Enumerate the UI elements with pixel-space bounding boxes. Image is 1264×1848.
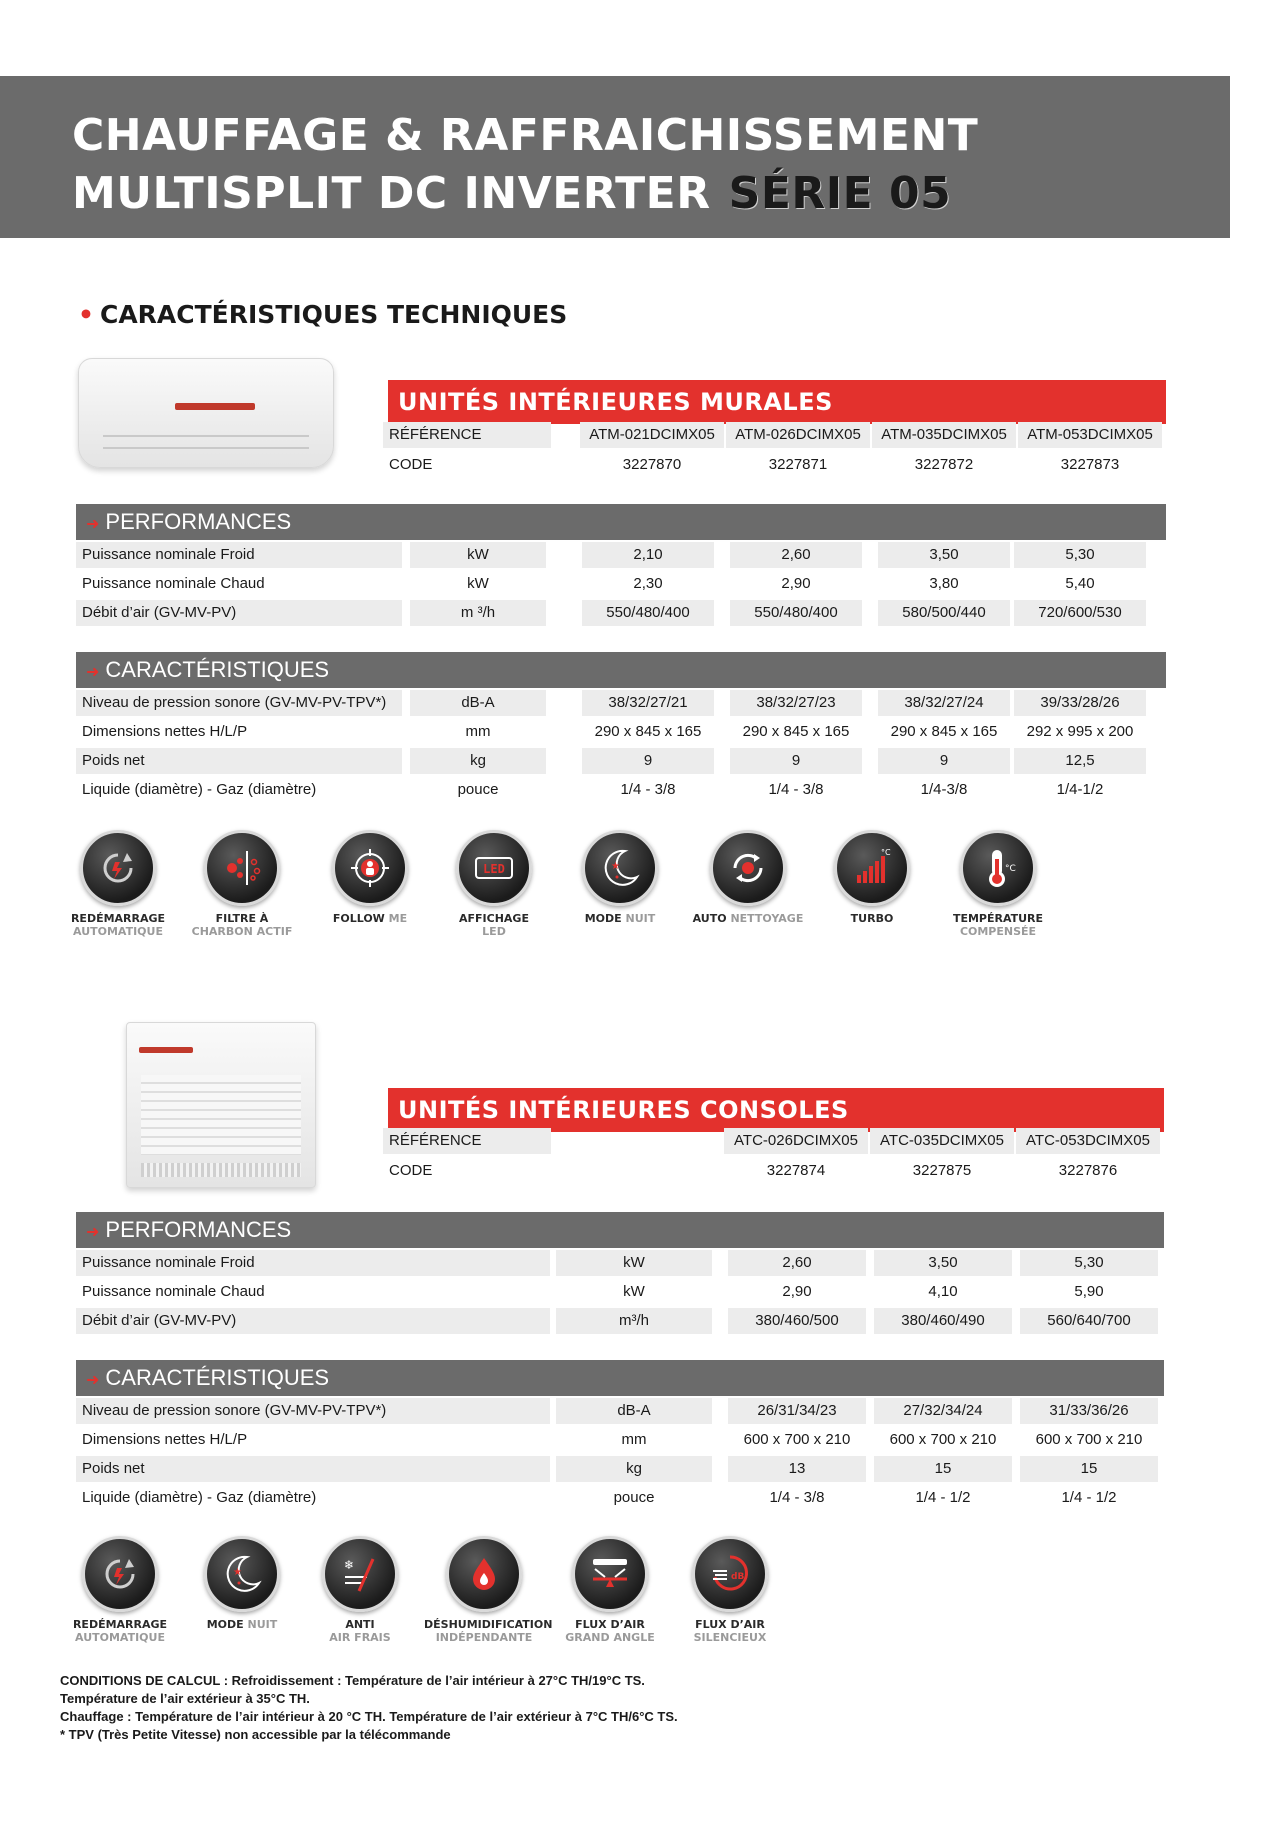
spec-value: 13 <box>728 1456 866 1482</box>
console-performances-title: PERFORMANCES <box>105 1217 292 1242</box>
feature-label-sub: INDÉPENDANTE <box>435 1631 533 1644</box>
reference-label: RÉFÉRENCE <box>383 422 551 448</box>
spec-value: 600 x 700 x 210 <box>743 1431 851 1448</box>
feature-label-main: REDÉMARRAGE <box>70 912 166 925</box>
spec-value: 12,5 <box>1014 748 1146 774</box>
console-unit-grille <box>141 1075 301 1155</box>
spec-value: 9 <box>582 748 714 774</box>
feature-label-sub: AUTOMATIQUE <box>73 925 163 938</box>
note-line: Température de l’air extérieur à 35°C TH. <box>60 1691 310 1706</box>
restart-icon-graphic <box>97 847 139 889</box>
code-label: CODE <box>389 456 433 473</box>
spec-value: 3,80 <box>929 575 959 592</box>
note-line: Chauffage : Température de l’air intérieur à 20 °C TH. Température de l’air extérieur à 7°C TH/6°C TS. <box>60 1709 678 1724</box>
spec-value: 38/32/27/21 <box>582 690 714 716</box>
reference-value: ATM-026DCIMX05 <box>726 422 870 448</box>
restart-icon <box>82 1536 158 1612</box>
spec-value: 292 x 995 x 200 <box>1026 723 1134 740</box>
feature-label-main: FILTRE À <box>215 912 269 925</box>
console-performances-header <box>76 1212 1164 1248</box>
feature-quiet-airflow <box>670 1536 790 1644</box>
restart-icon <box>80 830 156 906</box>
feature-label-main: TEMPÉRATURE <box>952 912 1044 925</box>
feature-label <box>424 1618 553 1644</box>
spec-label: Débit d’air (GV-MV-PV) <box>76 600 402 626</box>
feature-label <box>182 1618 302 1631</box>
calculation-notes <box>60 1672 678 1744</box>
spec-label: Dimensions nettes H/L/P <box>82 1431 248 1448</box>
led-display-icon-graphic <box>473 847 515 889</box>
spec-value: 560/640/700 <box>1020 1308 1158 1334</box>
svg-text:★: ★ <box>611 861 620 872</box>
spec-value: 380/460/500 <box>728 1308 866 1334</box>
spec-value: 26/31/34/23 <box>728 1398 866 1424</box>
spec-label: Dimensions nettes H/L/P <box>82 723 248 740</box>
spec-label: Niveau de pression sonore (GV-MV-PV-TPV*) <box>76 690 402 716</box>
spec-label: Poids net <box>76 1456 550 1482</box>
spec-value: 1/4 - 1/2 <box>1061 1489 1117 1506</box>
feature-label-main: TURBO <box>850 912 894 925</box>
spec-unit: mm <box>465 723 491 740</box>
turbo-icon <box>834 830 910 906</box>
turbo-icon-graphic <box>851 847 893 889</box>
spec-unit: kW <box>467 575 489 592</box>
feature-restart <box>60 1536 180 1644</box>
spec-value: 1/4-1/2 <box>1056 781 1104 798</box>
dehumidify-icon-graphic <box>463 1553 505 1595</box>
feature-restart <box>58 830 178 938</box>
spec-value: 4,10 <box>928 1283 958 1300</box>
spec-value: 9 <box>730 748 862 774</box>
spec-value: 600 x 700 x 210 <box>1035 1431 1143 1448</box>
feature-label-sub: LED <box>482 925 506 938</box>
feature-label-main: ANTI <box>345 1618 375 1631</box>
spec-unit: pouce <box>457 781 499 798</box>
feature-label <box>670 1618 790 1644</box>
feature-label <box>550 1618 670 1644</box>
feature-label-main: AFFICHAGE <box>459 912 529 925</box>
spec-value: 5,40 <box>1065 575 1095 592</box>
follow-me-icon-graphic <box>349 847 391 889</box>
feature-thermometer <box>938 830 1058 938</box>
feature-label <box>688 912 808 925</box>
night-mode-icon <box>582 830 658 906</box>
spec-label: Niveau de pression sonore (GV-MV-PV-TPV*) <box>76 1398 550 1424</box>
feature-label-main: AUTO <box>692 912 727 925</box>
quiet-airflow-icon <box>692 1536 768 1612</box>
spec-value: 2,60 <box>730 542 862 568</box>
feature-label-main: MODE <box>584 912 622 925</box>
spec-value: 290 x 845 x 165 <box>594 723 702 740</box>
spec-unit: pouce <box>613 1489 655 1506</box>
console-caracteristiques-title: CARACTÉRISTIQUES <box>105 1365 330 1390</box>
feature-label <box>182 912 302 938</box>
spec-value: 39/33/28/26 <box>1014 690 1146 716</box>
self-clean-icon <box>710 830 786 906</box>
spec-unit: kW <box>556 1250 712 1276</box>
spec-value: 5,90 <box>1074 1283 1104 1300</box>
spec-value: 2,10 <box>582 542 714 568</box>
spec-value: 600 x 700 x 210 <box>889 1431 997 1448</box>
spec-unit: kW <box>410 542 546 568</box>
arrow-icon: ➜ <box>86 1372 100 1389</box>
header-title-line2 <box>72 168 951 219</box>
reference-value: ATM-053DCIMX05 <box>1018 422 1162 448</box>
feature-label-main: REDÉMARRAGE <box>72 1618 168 1631</box>
wall-caracteristiques-header <box>76 652 1166 688</box>
spec-value: 290 x 845 x 165 <box>890 723 998 740</box>
feature-label-main: FLUX D’AIR <box>575 1618 645 1631</box>
spec-value: 550/480/400 <box>582 600 714 626</box>
spec-value: 290 x 845 x 165 <box>742 723 850 740</box>
spec-label: Puissance nominale Froid <box>76 1250 550 1276</box>
quiet-airflow-icon-graphic <box>709 1553 751 1595</box>
svg-text:dB: dB <box>731 1572 745 1582</box>
spec-label: Poids net <box>76 748 402 774</box>
feature-label-main: FLUX D’AIR <box>695 1618 765 1631</box>
spec-unit: dB-A <box>556 1398 712 1424</box>
code-label: CODE <box>389 1162 433 1179</box>
series-label: SÉRIE 05 <box>728 168 952 219</box>
feature-label <box>938 912 1058 938</box>
spec-value: 5,30 <box>1014 542 1146 568</box>
feature-label-sub: GRAND ANGLE <box>565 1631 655 1644</box>
header-title-line1: CHAUFFAGE & RAFFRAICHISSEMENT <box>72 110 979 161</box>
code-value: 3227873 <box>1060 456 1120 473</box>
code-value: 3227875 <box>912 1162 972 1179</box>
spec-value: 9 <box>878 748 1010 774</box>
fresh-air-icon-graphic <box>339 1553 381 1595</box>
feature-label <box>310 912 430 925</box>
code-value: 3227870 <box>622 456 682 473</box>
console-units-title: UNITÉS INTÉRIEURES CONSOLES <box>388 1088 1164 1132</box>
reference-label: RÉFÉRENCE <box>383 1128 551 1154</box>
console-unit-image <box>126 1022 316 1188</box>
feature-label-sub: SILENCIEUX <box>693 1631 767 1644</box>
note-line: CONDITIONS DE CALCUL : Refroidissement : Température de l’air intérieur à 27°C TH/19°C TS. <box>60 1673 645 1688</box>
spec-label: Liquide (diamètre) - Gaz (diamètre) <box>82 781 317 798</box>
spec-value: 2,90 <box>781 575 811 592</box>
feature-label <box>58 912 178 938</box>
dehumidify-icon <box>446 1536 522 1612</box>
carbon-filter-icon-graphic <box>221 847 263 889</box>
feature-label <box>60 1618 180 1644</box>
feature-label-sub: AUTOMATIQUE <box>75 1631 165 1644</box>
feature-label <box>434 912 554 938</box>
reference-value: ATM-035DCIMX05 <box>872 422 1016 448</box>
header-banner <box>0 76 1230 238</box>
reference-value: ATC-026DCIMX05 <box>724 1128 868 1154</box>
wide-airflow-icon-graphic <box>589 1553 631 1595</box>
arrow-icon: ➜ <box>86 516 100 533</box>
spec-value: 720/600/530 <box>1014 600 1146 626</box>
section-title-text: CARACTÉRISTIQUES TECHNIQUES <box>99 300 568 329</box>
svg-text:LED: LED <box>483 862 505 876</box>
spec-label: Puissance nominale Froid <box>76 542 402 568</box>
spec-value: 2,60 <box>728 1250 866 1276</box>
wall-caracteristiques-title: CARACTÉRISTIQUES <box>105 657 330 682</box>
feature-label-sub: NETTOYAGE <box>730 912 804 925</box>
spec-value: 3,50 <box>874 1250 1012 1276</box>
feature-label <box>560 912 680 925</box>
wall-units-title: UNITÉS INTÉRIEURES MURALES <box>388 380 1166 424</box>
feature-night-mode <box>182 1536 302 1631</box>
feature-label-sub: ME <box>388 912 408 925</box>
led-display-icon <box>456 830 532 906</box>
feature-label-sub: AIR FRAIS <box>329 1631 391 1644</box>
wall-performances-title: PERFORMANCES <box>105 509 292 534</box>
brand-logo <box>175 403 255 410</box>
spec-unit: kW <box>623 1283 645 1300</box>
code-value: 3227871 <box>768 456 828 473</box>
spec-value: 15 <box>874 1456 1012 1482</box>
feature-fresh-air <box>300 1536 420 1644</box>
arrow-icon: ➜ <box>86 664 100 681</box>
spec-value: 3,50 <box>878 542 1010 568</box>
restart-icon-graphic <box>99 1553 141 1595</box>
thermometer-icon-graphic <box>977 847 1019 889</box>
spec-value: 27/32/34/24 <box>874 1398 1012 1424</box>
feature-label-main: FOLLOW <box>332 912 385 925</box>
feature-label-sub: COMPENSÉE <box>959 925 1037 938</box>
spec-value: 38/32/27/23 <box>730 690 862 716</box>
night-mode-icon-graphic <box>599 847 641 889</box>
svg-text:°C: °C <box>881 848 891 857</box>
feature-label-main: MODE <box>206 1618 244 1631</box>
header-title-line2-text: MULTISPLIT DC INVERTER <box>72 168 711 219</box>
spec-unit: m³/h <box>556 1308 712 1334</box>
note-line: * TPV (Très Petite Vitesse) non accessible par la télécommande <box>60 1727 451 1742</box>
spec-value: 1/4 - 1/2 <box>915 1489 971 1506</box>
spec-value: 1/4 - 3/8 <box>620 781 676 798</box>
wall-unit-image <box>78 358 334 468</box>
brand-logo <box>139 1047 193 1053</box>
feature-turbo <box>812 830 932 925</box>
spec-value: 2,90 <box>782 1283 812 1300</box>
fresh-air-icon <box>322 1536 398 1612</box>
thermometer-icon <box>960 830 1036 906</box>
console-caracteristiques-header <box>76 1360 1164 1396</box>
feature-label <box>812 912 932 925</box>
spec-value: 1/4 - 3/8 <box>769 1489 825 1506</box>
spec-value: 5,30 <box>1020 1250 1158 1276</box>
spec-label: Débit d’air (GV-MV-PV) <box>76 1308 550 1334</box>
feature-dehumidify <box>424 1536 553 1644</box>
reference-value: ATM-021DCIMX05 <box>580 422 724 448</box>
spec-value: 2,30 <box>633 575 663 592</box>
feature-label-main: DÉSHUMIDIFICATION <box>424 1618 553 1631</box>
carbon-filter-icon <box>204 830 280 906</box>
night-mode-icon-graphic <box>221 1553 263 1595</box>
feature-label-sub: CHARBON ACTIF <box>191 925 293 938</box>
wall-unit-vent <box>103 435 309 449</box>
spec-value: 550/480/400 <box>730 600 862 626</box>
console-unit-foot <box>141 1163 301 1177</box>
bullet-icon: • <box>78 300 94 329</box>
wide-airflow-icon <box>572 1536 648 1612</box>
code-value: 3227874 <box>766 1162 826 1179</box>
spec-label: Puissance nominale Chaud <box>82 1283 265 1300</box>
spec-unit: m ³/h <box>410 600 546 626</box>
reference-value: ATC-053DCIMX05 <box>1016 1128 1160 1154</box>
spec-unit: mm <box>621 1431 647 1448</box>
night-mode-icon <box>204 1536 280 1612</box>
svg-text:❄: ❄ <box>344 1558 355 1572</box>
code-value: 3227876 <box>1058 1162 1118 1179</box>
svg-text:°C: °C <box>1005 864 1016 874</box>
spec-unit: dB-A <box>410 690 546 716</box>
feature-label <box>300 1618 420 1644</box>
feature-night-mode <box>560 830 680 925</box>
spec-unit: kg <box>556 1456 712 1482</box>
follow-me-icon <box>332 830 408 906</box>
spec-label: Liquide (diamètre) - Gaz (diamètre) <box>82 1489 317 1506</box>
spec-label: Puissance nominale Chaud <box>82 575 265 592</box>
feature-wide-airflow <box>550 1536 670 1644</box>
arrow-icon: ➜ <box>86 1224 100 1241</box>
code-value: 3227872 <box>914 456 974 473</box>
feature-carbon-filter <box>182 830 302 938</box>
spec-value: 1/4 - 3/8 <box>768 781 824 798</box>
spec-value: 15 <box>1020 1456 1158 1482</box>
feature-label-sub: NUIT <box>247 1618 278 1631</box>
spec-value: 1/4-3/8 <box>920 781 968 798</box>
self-clean-icon-graphic <box>727 847 769 889</box>
feature-label-sub: NUIT <box>625 912 656 925</box>
svg-text:★: ★ <box>233 1567 242 1578</box>
section-title <box>78 300 567 329</box>
spec-value: 31/33/36/26 <box>1020 1398 1158 1424</box>
wall-performances-header <box>76 504 1166 540</box>
feature-follow-me <box>310 830 430 925</box>
spec-value: 580/500/440 <box>878 600 1010 626</box>
spec-value: 380/460/490 <box>874 1308 1012 1334</box>
spec-unit: kg <box>410 748 546 774</box>
feature-self-clean <box>688 830 808 925</box>
spec-value: 38/32/27/24 <box>878 690 1010 716</box>
reference-value: ATC-035DCIMX05 <box>870 1128 1014 1154</box>
feature-led-display <box>434 830 554 938</box>
